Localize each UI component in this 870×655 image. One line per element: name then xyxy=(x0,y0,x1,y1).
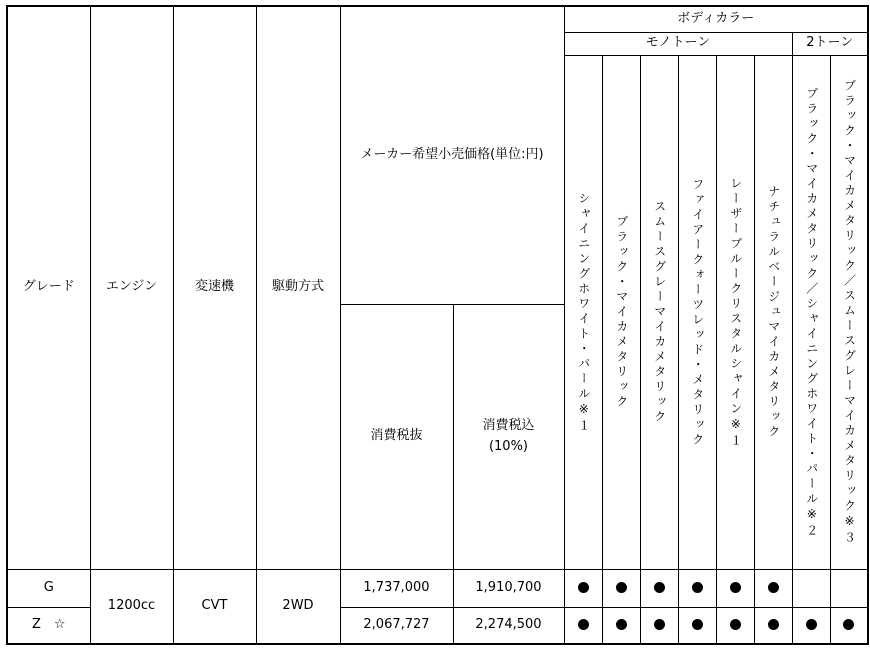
color-column-header xyxy=(564,55,602,569)
availability-dot xyxy=(692,619,703,630)
color-column-header xyxy=(792,55,830,569)
two-tone-group-header: 2トーン xyxy=(792,32,868,55)
price-spec-table xyxy=(6,5,869,645)
transmission-cell: CVT xyxy=(173,569,256,644)
price-tax-excluded-cell: 2,067,727 xyxy=(340,607,453,644)
availability-cell xyxy=(602,607,640,644)
availability-dot xyxy=(616,619,627,630)
color-column-label: レーザーブルークリスタルシャイン※１ xyxy=(728,176,743,449)
col-header-drive-type: 駆動方式 xyxy=(256,6,340,569)
drive-type-cell: 2WD xyxy=(256,569,340,644)
availability-cell xyxy=(564,569,602,607)
tax-included-line1: 消費税込 xyxy=(482,417,535,433)
availability-cell xyxy=(830,569,868,607)
col-header-msrp: メーカー希望小売価格(単位:円) xyxy=(340,6,564,304)
availability-cell xyxy=(792,607,830,644)
availability-cell xyxy=(678,569,716,607)
color-column-label: ブラック・マイカメタリック／シャイニングホワイト・パール※２ xyxy=(804,86,819,539)
color-column-header xyxy=(678,55,716,569)
availability-dot xyxy=(654,582,665,593)
availability-dot xyxy=(806,619,817,630)
price-tax-included-cell: 1,910,700 xyxy=(453,569,564,607)
grade-cell: Z ☆ xyxy=(7,607,90,644)
grade-cell: G xyxy=(7,569,90,607)
availability-cell xyxy=(830,607,868,644)
col-header-tax-excluded: 消費税抜 xyxy=(340,304,453,569)
color-column-label: ブラック・マイカメタリック／スムースグレーマイカメタリック※３ xyxy=(842,79,857,547)
color-column-header xyxy=(754,55,792,569)
col-header-transmission: 変速機 xyxy=(173,6,256,569)
availability-cell xyxy=(678,607,716,644)
availability-cell xyxy=(792,569,830,607)
color-column-label: シャイニングホワイト・パール※１ xyxy=(576,191,591,434)
color-column-header xyxy=(640,55,678,569)
color-column-label: ブラック・マイカメタリック xyxy=(614,215,629,411)
availability-cell xyxy=(754,569,792,607)
availability-dot xyxy=(730,619,741,630)
availability-cell xyxy=(716,607,754,644)
price-tax-included-cell: 2,274,500 xyxy=(453,607,564,644)
availability-dot xyxy=(692,582,703,593)
tax-included-line2: (10%) xyxy=(488,438,529,454)
availability-cell xyxy=(640,607,678,644)
table-row xyxy=(7,569,868,607)
color-column-header xyxy=(602,55,640,569)
col-header-engine: エンジン xyxy=(90,6,173,569)
col-header-tax-included xyxy=(453,304,564,569)
color-column-header xyxy=(830,55,868,569)
availability-dot xyxy=(654,619,665,630)
color-column-header xyxy=(716,55,754,569)
price-tax-excluded-cell: 1,737,000 xyxy=(340,569,453,607)
color-column-label: ナチュラルベージュマイカメタリック xyxy=(766,185,781,441)
availability-dot xyxy=(768,619,779,630)
availability-dot xyxy=(768,582,779,593)
color-column-label: スムースグレーマイカメタリック xyxy=(652,200,667,426)
availability-dot xyxy=(730,582,741,593)
availability-cell xyxy=(602,569,640,607)
availability-dot xyxy=(843,619,854,630)
availability-cell xyxy=(716,569,754,607)
availability-dot xyxy=(578,619,589,630)
col-header-grade: グレード xyxy=(7,6,90,569)
color-column-label: ファイアークォーツレッド・メタリック xyxy=(690,177,705,448)
body-color-group-header: ボディカラー xyxy=(564,6,868,32)
availability-cell xyxy=(564,607,602,644)
availability-cell xyxy=(640,569,678,607)
availability-dot xyxy=(578,582,589,593)
availability-cell xyxy=(754,607,792,644)
engine-cell: 1200cc xyxy=(90,569,173,644)
monotone-group-header: モノトーン xyxy=(564,32,792,55)
availability-dot xyxy=(616,582,627,593)
